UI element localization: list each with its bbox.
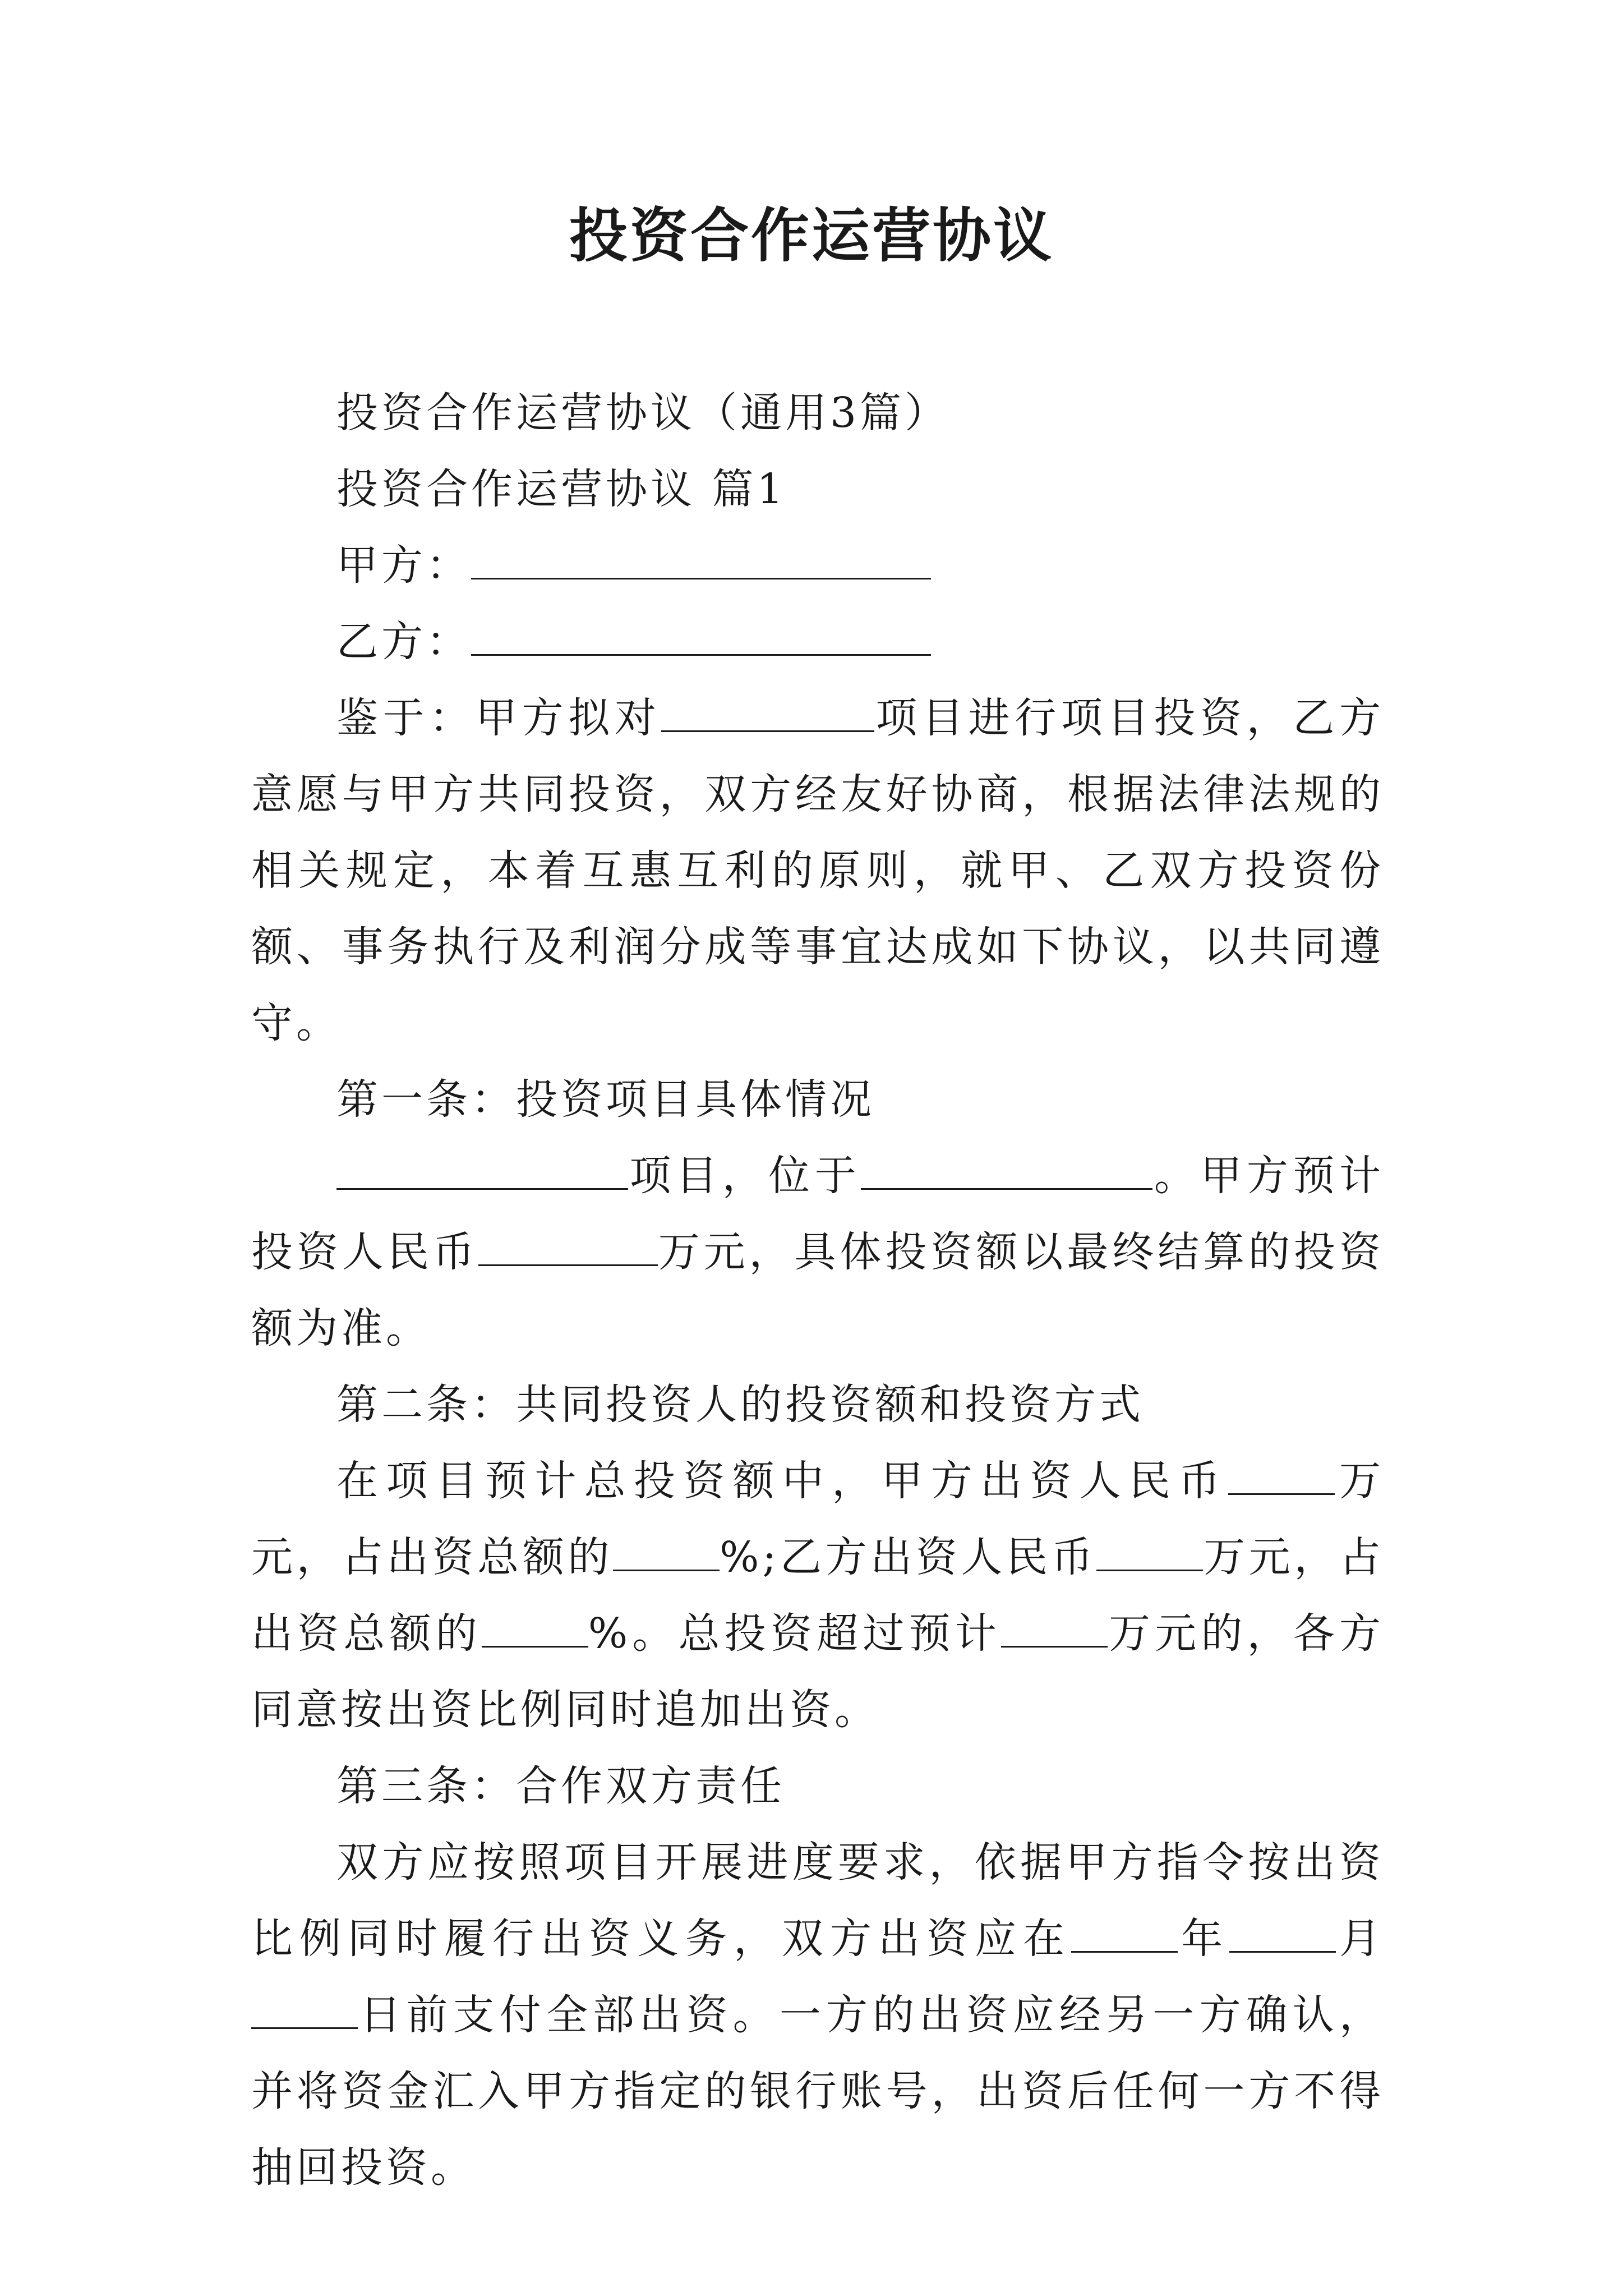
excess-amount-blank xyxy=(1001,1599,1108,1648)
article2-text-6: 万元的，各方同意按出资比例同时追加出资。 xyxy=(251,1609,1384,1734)
article1-text-3: 万元，具体投资额以最终结算的投资额为准。 xyxy=(251,1228,1385,1352)
article3-paragraph xyxy=(251,1824,1384,2206)
party-b-amount-blank xyxy=(1096,1522,1203,1571)
part-heading: 投资合作运营协议 篇1 xyxy=(336,465,787,513)
party-a-line xyxy=(251,527,1384,604)
subtitle: 投资合作运营协议（通用3篇） xyxy=(336,389,950,437)
article2-text-1: 在项目预计总投资额中，甲方出资人民币 xyxy=(336,1457,1228,1505)
article1-heading: 第一条：投资项目具体情况 xyxy=(336,1075,875,1124)
article2-text-5: %。总投资超过预计 xyxy=(588,1609,1001,1658)
project-name-blank xyxy=(661,683,874,732)
article1-project-blank xyxy=(336,1141,628,1190)
party-b-blank xyxy=(471,607,931,656)
article2-text-2: 万元，占出资总额的 xyxy=(251,1457,1385,1581)
article3-text-1: 双方应按照项目开展进度要求，依据甲方指令按出资比例同时履行出资义务，双方出资应在 xyxy=(251,1838,1384,1963)
year-blank xyxy=(1071,1904,1178,1953)
article1-location-blank xyxy=(861,1141,1152,1190)
month-blank xyxy=(1229,1904,1336,1953)
party-a-percent-blank xyxy=(613,1522,720,1571)
preamble-lead: 鉴于：甲方拟对 xyxy=(336,694,661,742)
article1-paragraph xyxy=(251,1138,1384,1366)
document-title: 投资合作运营协议 xyxy=(569,201,1054,270)
article3-text-3: 月 xyxy=(1336,1915,1384,1963)
party-a-label: 甲方： xyxy=(336,541,471,590)
article2-heading: 第二条：共同投资人的投资额和投资方式 xyxy=(336,1381,1144,1429)
article2-text-4: 万元，占出资总额的 xyxy=(251,1533,1385,1658)
party-b-percent-blank xyxy=(482,1599,588,1648)
article2-text-3: %;乙方出资人民币 xyxy=(720,1533,1097,1581)
article1-amount-blank xyxy=(478,1217,658,1266)
article3-heading: 第三条：合作双方责任 xyxy=(336,1762,785,1810)
document-body xyxy=(251,375,1384,2206)
article3-text-2: 年 xyxy=(1178,1915,1229,1963)
article1-text-1: 项目，位于 xyxy=(628,1152,861,1200)
article3-text-4: 日前支付全部出资。一方的出资应经另一方确认，并将资金汇入甲方指定的银行账号，出资后任何一方不得抽回投资。 xyxy=(251,1991,1384,2192)
party-b-line xyxy=(251,604,1384,680)
preamble-paragraph xyxy=(251,680,1384,1061)
party-a-blank xyxy=(471,531,931,579)
preamble-rest: 项目进行项目投资，乙方意愿与甲方共同投资，双方经友好协商，根据法律法规的相关规定，本着互惠互利的原则，就甲、乙双方投资份额、事务执行及利润分成等事宜达成如下协议，以共同遵守。 xyxy=(251,694,1385,1047)
article1-text-2: 。甲方预计投资人民币 xyxy=(251,1152,1385,1276)
day-blank xyxy=(251,1980,358,2029)
article2-paragraph xyxy=(251,1443,1384,1748)
party-b-label: 乙方： xyxy=(336,618,471,666)
party-a-amount-blank xyxy=(1228,1446,1335,1495)
